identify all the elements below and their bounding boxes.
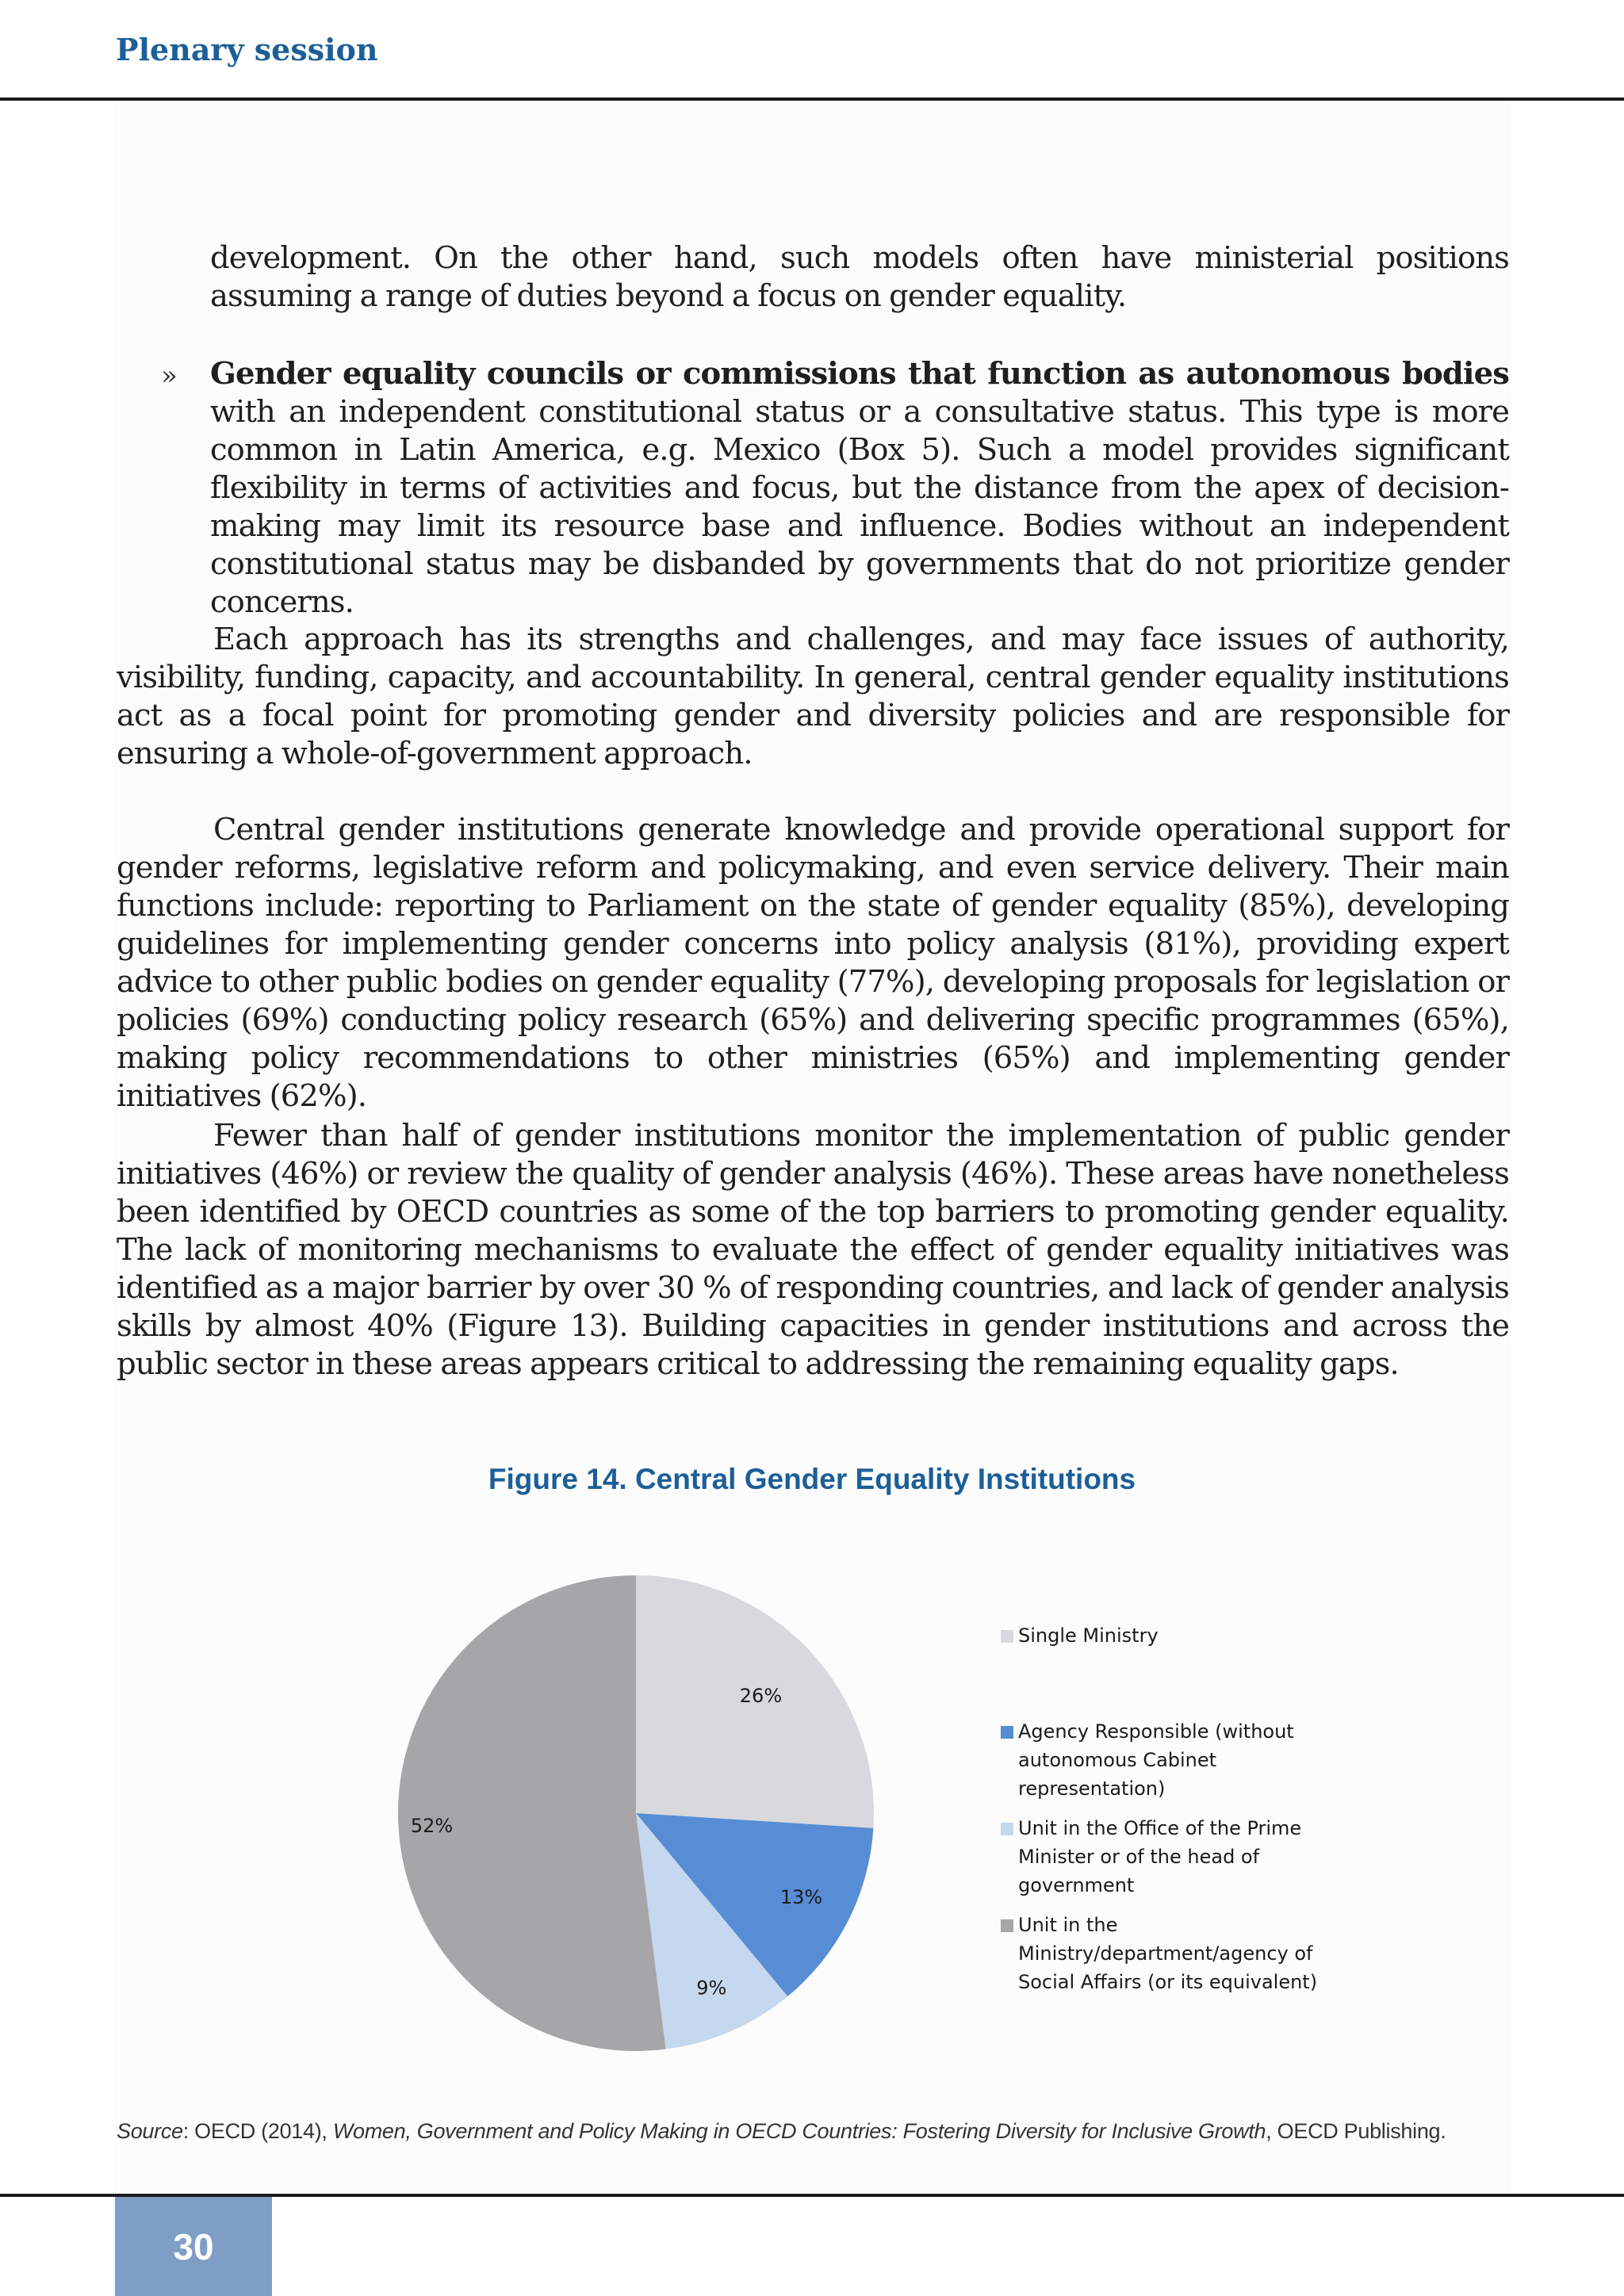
figure-source [117,2119,1512,2144]
source-title: Women, Government and Policy Making in OECD Countries: Fostering Diversity for Inclusive Growth [332,2119,1266,2143]
paragraph-approaches: Each approach has its strengths and challenges, and may face issues of authority, visibility, funding, capacity, and accountability. In general, central gender equality institutions act as a focal point for promoting gender and diversity policies and are responsible for ensuring a whole-of-government approach. [117,622,1509,771]
pie-label-pm-office: 9% [696,1976,727,1999]
running-head: Plenary session [116,32,378,67]
legend-swatch [1001,1726,1013,1739]
pie-label-social-affairs: 52% [410,1815,454,1838]
pie-slice-social-affairs [398,1575,666,2051]
legend-swatch [1001,1919,1013,1932]
legend-item-single-ministry [1001,1621,1334,1650]
bullet-marker: » [161,360,178,392]
source-pre: : OECD (2014), [182,2119,333,2143]
bullet-bold-lead: Gender equality councils or commissions that function as autonomous bodies [210,356,1509,392]
page-number: 30 [173,2225,214,2267]
legend-label: Unit in the Office of the Prime Minister or of the head of government [1018,1817,1302,1896]
legend-item-pm-office [1001,1814,1334,1900]
chart-legend [1001,1621,1334,1996]
legend-swatch [1001,1823,1013,1835]
legend-label: Single Ministry [1018,1624,1159,1647]
continuation-paragraph: development. On the other hand, such models often have ministerial positions assuming a range of duties beyond a focus on gender equality. [210,240,1509,314]
pie-slices [398,1575,874,2051]
paragraph-functions: Central gender institutions generate knowledge and provide operational support for gender reforms, legislative reform and policymaking, and even service delivery. Their main functions include: reporting to Parliament on the state of gender equality (85%), developing guidelines for implementing gender concerns into policy analysis (81%), providing expert advice to other public bodies on gender equality (77%), developing proposals for legislation or policies (69%) conducting policy research (65%) and delivering specific programmes (65%), making policy recommendations to other ministries (65%) and implementing gender initiatives (62%). [117,812,1509,1114]
legend-label: Agency Responsible (without autonomous Cabinet representation) [1018,1720,1294,1800]
pie-label-single-ministry: 26% [739,1685,783,1708]
pie-label-agency: 13% [779,1886,823,1909]
legend-item-social-affairs [1001,1911,1334,1996]
page-number-box [115,2197,272,2296]
legend-item-agency [1001,1717,1334,1803]
figure-title: Figure 14. Central Gender Equality Institutions [488,1463,1136,1495]
paragraph-monitoring: Fewer than half of gender institutions monitor the implementation of public gender initiatives (46%) or review the quality of gender analysis (46%). These areas have nonetheless been identified by OECD countries as some of the top barriers to promoting gender equality. The lack of monitoring mechanisms to evaluate the effect of gender equality initiatives was identified as a major barrier by over 30 % of responding countries, and lack of gender analysis skills by almost 40% (Figure 13). Building capacities in gender institutions and across the public sector in these areas appears critical to addressing the remaining equality gaps. [117,1118,1509,1382]
source-post: , OECD Publishing. [1266,2119,1446,2143]
legend-swatch [1001,1630,1013,1643]
legend-label: Unit in the Ministry/department/agency of Social Affairs (or its equivalent) [1018,1914,1318,1993]
source-label: Source [117,2119,183,2143]
bullet-text: with an independent constitutional status or a consultative status. This type is more common in Latin America, e.g. Mexico (Box 5). Such a model provides significant flexibility in terms of activities and focus, but the distance from the apex of decision-making may limit its resource base and influence. Bodies without an independent constitutional status may be disbanded by governments that do not prioritize gender concerns. [210,394,1509,620]
